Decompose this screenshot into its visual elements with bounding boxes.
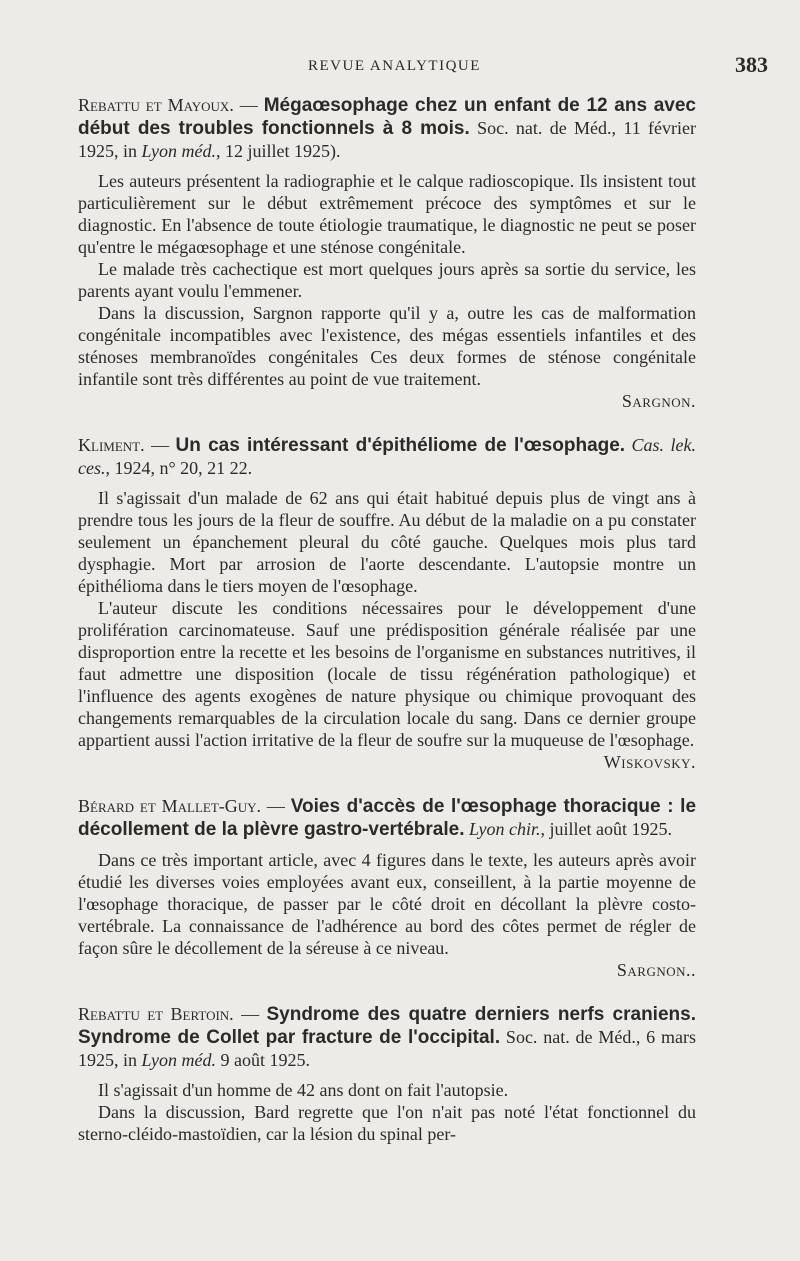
abstract-entry [78, 94, 696, 412]
entry-authors: Rebattu et Bertoin. [78, 1004, 234, 1024]
entry-title: Mégaœsophage chez un enfant de 12 ans avec début des troubles fonctionnels à 8 mois. [78, 95, 697, 139]
entry-paragraph: L'auteur discute les conditions nécessaires pour le développement d'une prolifération carcinomateuse. Sauf une prédisposition générale réalisée par une disproportion entre la recette et les besoins de l'organisme en substances nutritives, il faut admettre une disposition (locale de tissu régénération pathologique) et l'influence des agents exogènes de nature physique ou chimique provoquant des changements remarquables de la circulation locale du sang. Dans ce dernier groupe appartient aussi l'action irritative de la fleur de soufre sur la muqueuse de l'œsophage. [78, 598, 696, 750]
entry-authors: Bérard et Mallet-Guy. [78, 796, 262, 816]
entry-paragraph: Dans la discussion, Bard regrette que l'on n'ait pas noté l'état fonctionnel du sterno-cléido-mastoïdien, car la lésion du spinal per- [78, 1102, 696, 1144]
entry-title: Syndrome des quatre derniers nerfs craniens. Syndrome de Collet par fracture de l'occipital. [78, 1004, 696, 1048]
entry-dash: — [144, 435, 176, 455]
entry-heading [78, 795, 696, 841]
entry-signature: Sargnon. [621, 391, 696, 411]
entry-source-journal: Lyon méd. [141, 1050, 216, 1070]
entry-authors: Rebattu et Mayoux. [78, 95, 234, 115]
entry-paragraph: Il s'agissait d'un homme de 42 ans dont on fait l'autopsie. [98, 1080, 509, 1100]
entry-source-date: 9 août 1925. [215, 1050, 310, 1070]
entry-heading [78, 94, 696, 162]
entry-paragraph: Il s'agissait d'un malade de 62 ans qui était habitué depuis plus de vingt ans à prendre tous les jours de la fleur de souffre. Au début de la maladie on a pu constater seulement un épanchement pleural du côté gauche. Quelques mois plus tard dysphagie. Mort par arrosion de l'aorte descendante. L'autopsie montre un épithélioma dans le tiers moyen de l'œsophage. [78, 488, 696, 596]
entry-title: Un cas intéressant d'épithéliome de l'œsophage. [175, 435, 626, 456]
entry-source-journal: Lyon chir. [469, 819, 541, 839]
running-title: REVUE ANALYTIQUE [308, 58, 481, 74]
entry-paragraph: Le malade très cachectique est mort quelques jours après sa sortie du service, les parents ayant voulu l'emmener. [78, 259, 696, 301]
entry-source-date: , 1924, n° 20, 21 22. [105, 458, 253, 478]
entry-paragraph: Dans ce très important article, avec 4 figures dans le texte, les auteurs après avoir étudié les diverses voies employées avant eux, conseillent, à la partie moyenne de l'œsophage thoracique, de passer par le côté droit en décollant la plèvre costo-vertébrale. La connaissance de l'adhérence au bord des côtes permet de régler de façon sûre le décollement de la séreuse à ce niveau. [78, 850, 696, 958]
entry-source-journal: Cas. lek. ces. [78, 435, 696, 478]
entry-dash: — [233, 95, 264, 115]
entry-paragraph: Les auteurs présentent la radiographie et le calque radioscopique. Ils insistent tout particulièrement sur le début extrêmement précoce des symptômes et sur le diagnostic. En l'absence de toute étiologie traumatique, le diagnostic ne peut se poser qu'entre le mégaœsophage et une sténose congénitale. [78, 171, 696, 257]
entry-signature: Wiskovsky. [603, 752, 696, 772]
abstract-entry [78, 434, 696, 773]
abstract-entry [78, 1003, 696, 1145]
entry-heading [78, 1003, 696, 1071]
entry-authors: Kliment. [78, 435, 145, 455]
entry-title: Voies d'accès de l'œsophage thoracique : le décollement de la plèvre gastro-vertébrale. [78, 796, 697, 840]
entry-source-date: , juillet août 1925. [540, 819, 672, 839]
entry-source: Soc. nat. de Méd., 6 mars 1925, in [78, 1027, 696, 1070]
entry-dash: — [233, 1004, 267, 1024]
entry-paragraph: Dans la discussion, Sargnon rapporte qu'il y a, outre les cas de malformation congénitale incompatibles avec l'existence, des mégas essentiels infantiles et des sténoses membranoïdes congénitales Ces deux formes de sténose congénitale infantile sont très différentes au point de vue traitement. [78, 303, 696, 389]
entry-dash: — [261, 796, 291, 816]
entry-source-date: , 12 juillet 1925). [215, 141, 341, 161]
abstract-entry [78, 795, 696, 981]
entry-heading [78, 434, 696, 479]
running-header [0, 52, 800, 86]
entry-signature: Sargnon.. [616, 960, 696, 980]
entry-source-journal: Lyon méd. [141, 141, 216, 161]
page-content [78, 94, 696, 1167]
entry-source: Soc. nat. de Méd., 11 février 1925, in [78, 118, 696, 161]
page-number: 383 [735, 52, 768, 77]
